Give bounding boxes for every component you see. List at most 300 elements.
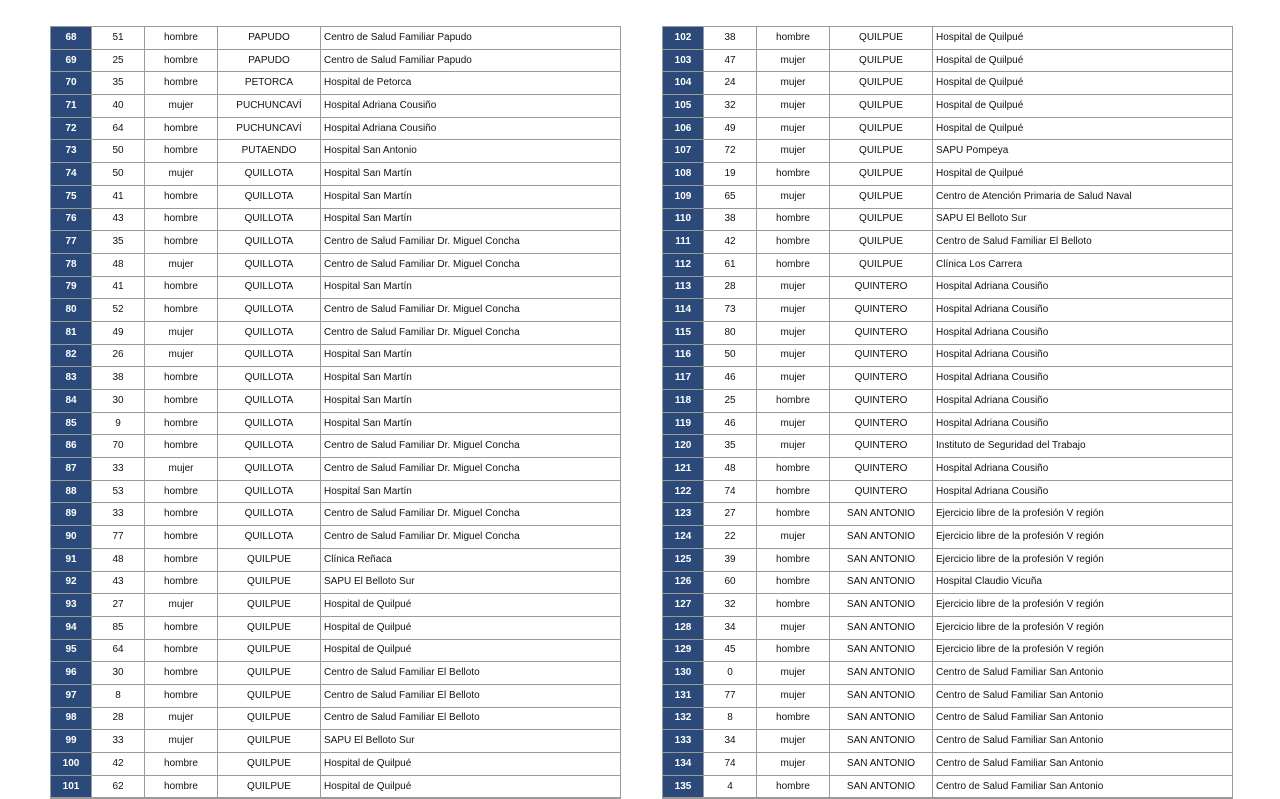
case-number-cell: 123	[663, 503, 704, 526]
sex-cell: hombre	[145, 503, 218, 526]
age-cell: 73	[704, 299, 757, 322]
sex-cell: mujer	[757, 276, 830, 299]
commune-cell: QUINTERO	[830, 367, 933, 390]
table-row	[51, 753, 621, 776]
case-number-cell: 78	[51, 253, 92, 276]
age-cell: 35	[92, 72, 145, 95]
case-table-right	[662, 26, 1233, 799]
case-number-cell: 91	[51, 548, 92, 571]
age-cell: 46	[704, 412, 757, 435]
commune-cell: SAN ANTONIO	[830, 526, 933, 549]
age-cell: 32	[704, 95, 757, 118]
facility-cell: Centro de Salud Familiar Dr. Miguel Concha	[321, 435, 621, 458]
commune-cell: PUCHUNCAVÍ	[218, 117, 321, 140]
sex-cell: mujer	[757, 753, 830, 776]
commune-cell: QUINTERO	[830, 458, 933, 481]
sex-cell: mujer	[757, 49, 830, 72]
commune-cell: QUILLOTA	[218, 299, 321, 322]
table-row	[663, 412, 1233, 435]
sex-cell: mujer	[757, 299, 830, 322]
case-number-cell: 99	[51, 730, 92, 753]
sex-cell: hombre	[145, 775, 218, 798]
commune-cell: SAN ANTONIO	[830, 639, 933, 662]
table-row	[51, 185, 621, 208]
sex-cell: hombre	[757, 548, 830, 571]
sex-cell: mujer	[145, 458, 218, 481]
case-number-cell: 132	[663, 707, 704, 730]
table-row	[51, 299, 621, 322]
sex-cell: mujer	[757, 662, 830, 685]
case-number-cell: 112	[663, 253, 704, 276]
table-row	[663, 49, 1233, 72]
commune-cell: PAPUDO	[218, 27, 321, 50]
table-row	[51, 730, 621, 753]
sex-cell: hombre	[145, 27, 218, 50]
facility-cell: Hospital de Quilpué	[321, 594, 621, 617]
sex-cell: hombre	[757, 775, 830, 798]
table-row	[663, 72, 1233, 95]
commune-cell: QUILPUE	[830, 185, 933, 208]
table-row	[51, 140, 621, 163]
facility-cell: Centro de Salud Familiar San Antonio	[933, 684, 1233, 707]
case-number-cell: 124	[663, 526, 704, 549]
sex-cell: hombre	[145, 49, 218, 72]
age-cell: 38	[704, 208, 757, 231]
facility-cell: Centro de Salud Familiar Dr. Miguel Concha	[321, 458, 621, 481]
facility-cell: Centro de Salud Familiar El Belloto	[321, 662, 621, 685]
commune-cell: QUILPUE	[830, 140, 933, 163]
age-cell: 74	[704, 480, 757, 503]
sex-cell: mujer	[145, 594, 218, 617]
age-cell: 50	[704, 344, 757, 367]
case-number-cell: 110	[663, 208, 704, 231]
facility-cell: Hospital Adriana Cousiño	[933, 299, 1233, 322]
age-cell: 85	[92, 616, 145, 639]
age-cell: 70	[92, 435, 145, 458]
age-cell: 4	[704, 775, 757, 798]
commune-cell: QUILLOTA	[218, 435, 321, 458]
age-cell: 41	[92, 276, 145, 299]
sex-cell: mujer	[757, 684, 830, 707]
sex-cell: hombre	[757, 390, 830, 413]
facility-cell: Clínica Reñaca	[321, 548, 621, 571]
commune-cell: QUILLOTA	[218, 390, 321, 413]
age-cell: 49	[704, 117, 757, 140]
facility-cell: Hospital de Quilpué	[933, 49, 1233, 72]
age-cell: 9	[92, 412, 145, 435]
age-cell: 64	[92, 639, 145, 662]
age-cell: 19	[704, 163, 757, 186]
case-number-cell: 104	[663, 72, 704, 95]
facility-cell: Ejercicio libre de la profesión V región	[933, 616, 1233, 639]
commune-cell: QUILPUE	[830, 95, 933, 118]
case-number-cell: 133	[663, 730, 704, 753]
commune-cell: SAN ANTONIO	[830, 684, 933, 707]
case-number-cell: 118	[663, 390, 704, 413]
case-number-cell: 90	[51, 526, 92, 549]
age-cell: 40	[92, 95, 145, 118]
age-cell: 33	[92, 730, 145, 753]
facility-cell: Centro de Salud Familiar San Antonio	[933, 662, 1233, 685]
case-number-cell: 68	[51, 27, 92, 50]
facility-cell: Centro de Salud Familiar Dr. Miguel Concha	[321, 503, 621, 526]
facility-cell: Instituto de Seguridad del Trabajo	[933, 435, 1233, 458]
table-row	[663, 299, 1233, 322]
sex-cell: mujer	[757, 730, 830, 753]
age-cell: 43	[92, 571, 145, 594]
table-row	[51, 367, 621, 390]
commune-cell: SAN ANTONIO	[830, 503, 933, 526]
age-cell: 48	[704, 458, 757, 481]
sex-cell: mujer	[757, 526, 830, 549]
age-cell: 38	[704, 27, 757, 50]
case-number-cell: 96	[51, 662, 92, 685]
facility-cell: Hospital San Martín	[321, 412, 621, 435]
table-row	[51, 639, 621, 662]
facility-cell: Hospital Adriana Cousiño	[321, 95, 621, 118]
sex-cell: hombre	[145, 684, 218, 707]
case-number-cell: 108	[663, 163, 704, 186]
case-number-cell: 119	[663, 412, 704, 435]
age-cell: 77	[92, 526, 145, 549]
case-number-cell: 117	[663, 367, 704, 390]
sex-cell: hombre	[145, 662, 218, 685]
case-number-cell: 92	[51, 571, 92, 594]
age-cell: 24	[704, 72, 757, 95]
sex-cell: hombre	[145, 390, 218, 413]
commune-cell: QUILPUE	[218, 707, 321, 730]
commune-cell: QUILLOTA	[218, 276, 321, 299]
commune-cell: QUINTERO	[830, 344, 933, 367]
case-number-cell: 107	[663, 140, 704, 163]
facility-cell: Hospital Adriana Cousiño	[933, 480, 1233, 503]
facility-cell: SAPU Pompeya	[933, 140, 1233, 163]
age-cell: 65	[704, 185, 757, 208]
facility-cell: Hospital San Martín	[321, 344, 621, 367]
table-row	[663, 140, 1233, 163]
table-row	[51, 72, 621, 95]
sex-cell: hombre	[145, 435, 218, 458]
commune-cell: SAN ANTONIO	[830, 662, 933, 685]
sex-cell: mujer	[757, 185, 830, 208]
commune-cell: QUILLOTA	[218, 185, 321, 208]
case-number-cell: 109	[663, 185, 704, 208]
commune-cell: QUILLOTA	[218, 503, 321, 526]
table-row	[663, 390, 1233, 413]
facility-cell: Hospital de Quilpué	[321, 639, 621, 662]
facility-cell: Centro de Salud Familiar San Antonio	[933, 775, 1233, 798]
commune-cell: PUCHUNCAVÍ	[218, 95, 321, 118]
age-cell: 28	[92, 707, 145, 730]
age-cell: 8	[704, 707, 757, 730]
commune-cell: QUILPUE	[830, 253, 933, 276]
case-number-cell: 127	[663, 594, 704, 617]
case-number-cell: 122	[663, 480, 704, 503]
case-number-cell: 84	[51, 390, 92, 413]
age-cell: 45	[704, 639, 757, 662]
commune-cell: SAN ANTONIO	[830, 707, 933, 730]
case-number-cell: 131	[663, 684, 704, 707]
facility-cell: Hospital San Martín	[321, 480, 621, 503]
sex-cell: hombre	[145, 480, 218, 503]
table-row	[663, 231, 1233, 254]
age-cell: 77	[704, 684, 757, 707]
commune-cell: QUILLOTA	[218, 458, 321, 481]
case-number-cell: 135	[663, 775, 704, 798]
commune-cell: QUILPUE	[830, 117, 933, 140]
commune-cell: QUILPUE	[830, 27, 933, 50]
sex-cell: mujer	[145, 253, 218, 276]
table-row	[51, 49, 621, 72]
table-row	[663, 662, 1233, 685]
case-number-cell: 121	[663, 458, 704, 481]
commune-cell: QUILLOTA	[218, 321, 321, 344]
age-cell: 34	[704, 730, 757, 753]
case-number-cell: 77	[51, 231, 92, 254]
age-cell: 27	[704, 503, 757, 526]
commune-cell: QUILPUE	[218, 571, 321, 594]
commune-cell: QUINTERO	[830, 299, 933, 322]
table-row	[51, 458, 621, 481]
commune-cell: QUILPUE	[218, 639, 321, 662]
commune-cell: QUINTERO	[830, 390, 933, 413]
facility-cell: Centro de Salud Familiar Dr. Miguel Concha	[321, 299, 621, 322]
table-row	[51, 571, 621, 594]
age-cell: 64	[92, 117, 145, 140]
commune-cell: QUILPUE	[218, 616, 321, 639]
commune-cell: QUILPUE	[218, 730, 321, 753]
age-cell: 60	[704, 571, 757, 594]
table-row	[663, 616, 1233, 639]
facility-cell: Hospital San Martín	[321, 185, 621, 208]
age-cell: 42	[92, 753, 145, 776]
table-row	[663, 730, 1233, 753]
table-row	[663, 480, 1233, 503]
case-number-cell: 76	[51, 208, 92, 231]
facility-cell: SAPU El Belloto Sur	[933, 208, 1233, 231]
table-row	[663, 367, 1233, 390]
case-number-cell: 111	[663, 231, 704, 254]
commune-cell: QUILLOTA	[218, 253, 321, 276]
facility-cell: Centro de Salud Familiar Papudo	[321, 27, 621, 50]
age-cell: 30	[92, 662, 145, 685]
age-cell: 43	[92, 208, 145, 231]
commune-cell: SAN ANTONIO	[830, 753, 933, 776]
sex-cell: mujer	[757, 95, 830, 118]
commune-cell: SAN ANTONIO	[830, 594, 933, 617]
age-cell: 53	[92, 480, 145, 503]
age-cell: 33	[92, 458, 145, 481]
case-number-cell: 125	[663, 548, 704, 571]
sex-cell: mujer	[757, 117, 830, 140]
case-number-cell: 100	[51, 753, 92, 776]
sex-cell: hombre	[145, 208, 218, 231]
facility-cell: SAPU El Belloto Sur	[321, 571, 621, 594]
commune-cell: QUILLOTA	[218, 208, 321, 231]
table-row	[663, 253, 1233, 276]
age-cell: 72	[704, 140, 757, 163]
commune-cell: SAN ANTONIO	[830, 616, 933, 639]
table-row	[663, 185, 1233, 208]
case-number-cell: 130	[663, 662, 704, 685]
sex-cell: hombre	[757, 571, 830, 594]
table-row	[663, 344, 1233, 367]
sex-cell: hombre	[145, 526, 218, 549]
commune-cell: QUILPUE	[218, 684, 321, 707]
sex-cell: hombre	[757, 480, 830, 503]
facility-cell: Hospital de Quilpué	[321, 775, 621, 798]
sex-cell: mujer	[757, 321, 830, 344]
commune-cell: QUILLOTA	[218, 526, 321, 549]
commune-cell: PAPUDO	[218, 49, 321, 72]
commune-cell: QUILPUE	[830, 208, 933, 231]
age-cell: 48	[92, 548, 145, 571]
sex-cell: hombre	[145, 571, 218, 594]
facility-cell: Hospital Claudio Vicuña	[933, 571, 1233, 594]
age-cell: 61	[704, 253, 757, 276]
commune-cell: SAN ANTONIO	[830, 571, 933, 594]
facility-cell: Ejercicio libre de la profesión V región	[933, 548, 1233, 571]
table-row	[51, 95, 621, 118]
age-cell: 0	[704, 662, 757, 685]
sex-cell: hombre	[145, 276, 218, 299]
facility-cell: Hospital de Quilpué	[321, 616, 621, 639]
table-row	[51, 276, 621, 299]
table-row	[51, 208, 621, 231]
sex-cell: mujer	[145, 95, 218, 118]
case-number-cell: 129	[663, 639, 704, 662]
table-row	[51, 616, 621, 639]
sex-cell: hombre	[145, 548, 218, 571]
sex-cell: hombre	[145, 299, 218, 322]
sex-cell: hombre	[757, 503, 830, 526]
facility-cell: Hospital Adriana Cousiño	[933, 390, 1233, 413]
facility-cell: Hospital de Quilpué	[933, 163, 1233, 186]
case-number-cell: 101	[51, 775, 92, 798]
age-cell: 74	[704, 753, 757, 776]
sex-cell: hombre	[757, 27, 830, 50]
table-row	[51, 548, 621, 571]
facility-cell: Hospital de Quilpué	[933, 72, 1233, 95]
facility-cell: Centro de Salud Familiar El Belloto	[321, 707, 621, 730]
age-cell: 34	[704, 616, 757, 639]
commune-cell: PUTAENDO	[218, 140, 321, 163]
table-row	[51, 503, 621, 526]
table-row	[663, 117, 1233, 140]
facility-cell: Centro de Salud Familiar Dr. Miguel Concha	[321, 526, 621, 549]
sex-cell: hombre	[145, 616, 218, 639]
case-number-cell: 97	[51, 684, 92, 707]
facility-cell: Hospital San Martín	[321, 367, 621, 390]
sex-cell: hombre	[145, 185, 218, 208]
age-cell: 51	[92, 27, 145, 50]
facility-cell: Centro de Salud Familiar Dr. Miguel Concha	[321, 231, 621, 254]
table-row	[663, 639, 1233, 662]
table-row	[663, 594, 1233, 617]
table-row	[51, 480, 621, 503]
table-row	[663, 435, 1233, 458]
sex-cell: hombre	[145, 72, 218, 95]
commune-cell: QUILPUE	[830, 231, 933, 254]
facility-cell: Ejercicio libre de la profesión V región	[933, 526, 1233, 549]
case-number-cell: 83	[51, 367, 92, 390]
facility-cell: Centro de Salud Familiar San Antonio	[933, 753, 1233, 776]
table-row	[51, 27, 621, 50]
case-number-cell: 102	[663, 27, 704, 50]
facility-cell: Hospital de Quilpué	[321, 753, 621, 776]
age-cell: 32	[704, 594, 757, 617]
commune-cell: QUILPUE	[830, 72, 933, 95]
sex-cell: hombre	[145, 367, 218, 390]
facility-cell: Hospital de Quilpué	[933, 95, 1233, 118]
table-row	[51, 231, 621, 254]
table-row	[663, 526, 1233, 549]
commune-cell: QUILLOTA	[218, 412, 321, 435]
facility-cell: Centro de Salud Familiar San Antonio	[933, 707, 1233, 730]
case-number-cell: 75	[51, 185, 92, 208]
facility-cell: Hospital San Martín	[321, 163, 621, 186]
commune-cell: QUILLOTA	[218, 344, 321, 367]
case-number-cell: 79	[51, 276, 92, 299]
table-row	[51, 253, 621, 276]
table-row	[663, 276, 1233, 299]
case-number-cell: 69	[51, 49, 92, 72]
commune-cell: QUILPUE	[218, 548, 321, 571]
facility-cell: Hospital Adriana Cousiño	[933, 367, 1233, 390]
table-row	[51, 412, 621, 435]
case-number-cell: 113	[663, 276, 704, 299]
table-row	[663, 321, 1233, 344]
age-cell: 25	[92, 49, 145, 72]
age-cell: 47	[704, 49, 757, 72]
case-number-cell: 73	[51, 140, 92, 163]
sex-cell: mujer	[145, 321, 218, 344]
table-row	[51, 684, 621, 707]
case-number-cell: 72	[51, 117, 92, 140]
facility-cell: Hospital San Antonio	[321, 140, 621, 163]
case-number-cell: 88	[51, 480, 92, 503]
case-number-cell: 98	[51, 707, 92, 730]
table-row	[51, 594, 621, 617]
commune-cell: PETORCA	[218, 72, 321, 95]
facility-cell: Hospital Adriana Cousiño	[933, 344, 1233, 367]
case-table-left	[50, 26, 621, 799]
sex-cell: hombre	[145, 117, 218, 140]
sex-cell: hombre	[757, 458, 830, 481]
case-number-cell: 105	[663, 95, 704, 118]
sex-cell: mujer	[145, 344, 218, 367]
commune-cell: SAN ANTONIO	[830, 730, 933, 753]
case-number-cell: 81	[51, 321, 92, 344]
sex-cell: mujer	[145, 707, 218, 730]
sex-cell: hombre	[145, 753, 218, 776]
age-cell: 25	[704, 390, 757, 413]
case-number-cell: 89	[51, 503, 92, 526]
facility-cell: Centro de Salud Familiar Dr. Miguel Concha	[321, 321, 621, 344]
table-row	[663, 458, 1233, 481]
commune-cell: SAN ANTONIO	[830, 775, 933, 798]
table-row	[663, 163, 1233, 186]
facility-cell: Hospital Adriana Cousiño	[933, 321, 1233, 344]
sex-cell: mujer	[757, 412, 830, 435]
case-number-cell: 103	[663, 49, 704, 72]
table-row	[51, 390, 621, 413]
case-number-cell: 134	[663, 753, 704, 776]
case-number-cell: 87	[51, 458, 92, 481]
sex-cell: hombre	[757, 208, 830, 231]
commune-cell: QUILPUE	[218, 753, 321, 776]
commune-cell: QUINTERO	[830, 276, 933, 299]
